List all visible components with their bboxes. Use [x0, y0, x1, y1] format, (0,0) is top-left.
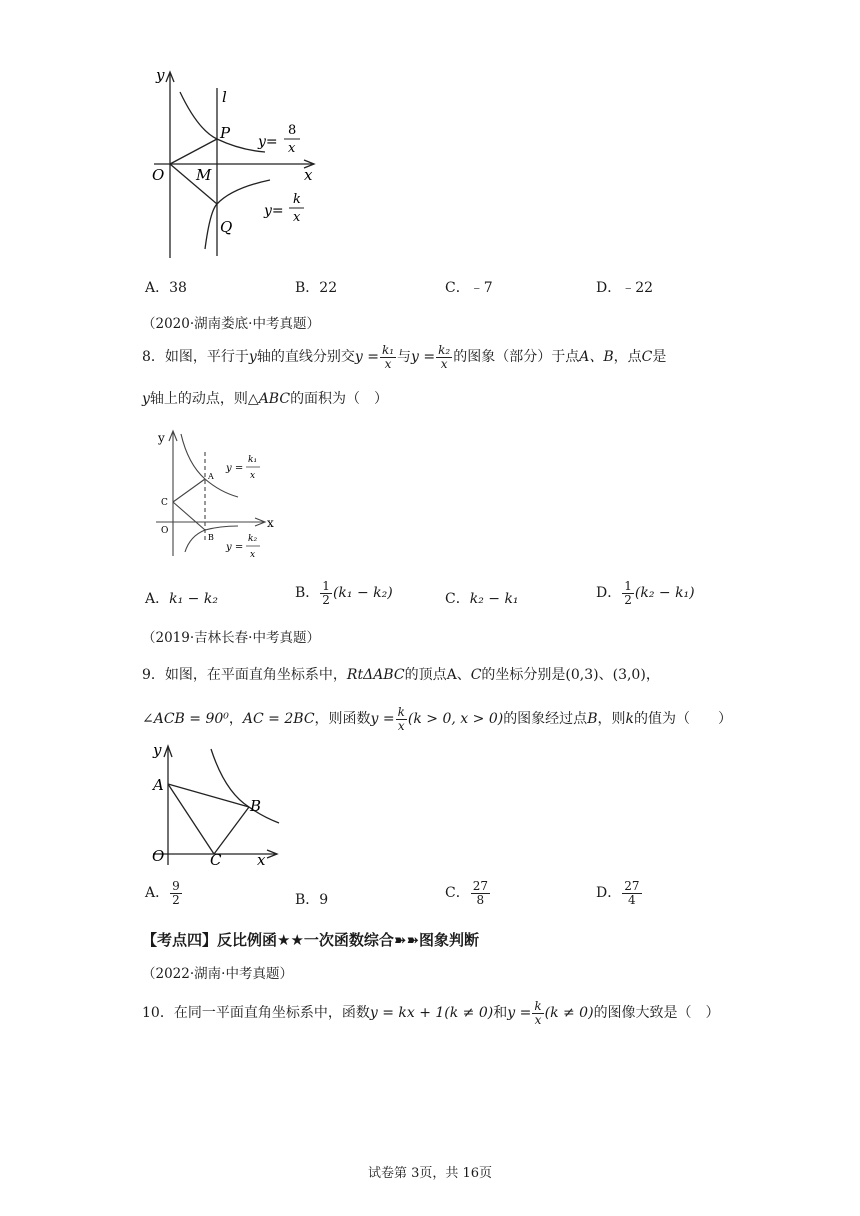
- fig7-eq1-lhs: y=: [258, 134, 278, 150]
- fig8-eq1-den: x: [250, 471, 256, 481]
- q7-option-c: C．﹣7: [445, 280, 493, 296]
- q9-source: （2019·吉林长春·中考真题）: [142, 630, 320, 646]
- q8-option-c: C．k₂ − k₁: [445, 591, 519, 607]
- fig7-l-label: l: [222, 88, 227, 106]
- fig7-y-label: y: [156, 66, 165, 84]
- fig7-q-label: Q: [220, 218, 233, 236]
- fig8-a-label: A: [208, 472, 214, 481]
- q9-option-a: A． $\frac{9}{2}$: [145, 879, 180, 907]
- fig8-x-label: x: [267, 516, 274, 530]
- fig8-eq2-num: k₂: [248, 534, 258, 544]
- q7-option-a: A．38: [145, 280, 187, 296]
- fig8-eq2-lhs: y =: [226, 542, 244, 553]
- fig9-b-label: B: [250, 797, 262, 815]
- fig8-b-label: B: [208, 533, 214, 542]
- fig8-eq1-lhs: y =: [226, 463, 244, 474]
- q10-text: 10．在同一平面直角坐标系中，函数y = kx + 1(k ≠ 0)和y = $\frac{k}{x}$ (k ≠ 0)的图像大致是（ ）: [142, 999, 720, 1027]
- fig7-m-label: M: [196, 166, 212, 184]
- q8-text-line1: 8．如图，平行于y轴的直线分别交y = $\frac{\text{k₁}}{x}$ 与y = $\frac{\text{k₂}}{x}$ 的图象（部分）于点A、B，点C是: [142, 343, 667, 371]
- fig7-eq2-num: k: [293, 192, 301, 207]
- fig7-eq2-den: x: [293, 210, 301, 225]
- q10-source: （2022·湖南·中考真题）: [142, 966, 293, 982]
- fig9-x-label: x: [257, 851, 266, 867]
- fig7-eq2-lhs: y=: [264, 203, 284, 219]
- q8-option-a: A．k₁ − k₂: [145, 591, 218, 607]
- fig7-p-label: P: [220, 124, 231, 142]
- fig9-y-label: y: [153, 741, 162, 759]
- fig7-eq1-num: 8: [288, 123, 297, 138]
- fig9-c-label: C: [210, 851, 222, 867]
- figure-q8: [148, 424, 278, 564]
- fig8-c-label: C: [161, 498, 168, 508]
- section-4-title: 【考点四】反比例函★★一次函数综合➽➽图象判断: [142, 931, 480, 949]
- fig9-a-label: A: [153, 776, 164, 794]
- fig8-y-label: y: [158, 431, 165, 445]
- page-footer: 试卷第 3页，共 16页: [367, 1166, 493, 1181]
- q7-option-d: D．﹣22: [596, 280, 654, 296]
- fig9-o-label: O: [152, 847, 165, 865]
- q9-option-d: D． $\frac{27}{4}$: [596, 879, 640, 907]
- q8-option-b: B． $\frac{1}{2}$ (k₁ − k₂): [295, 579, 393, 607]
- q8-option-d: D． $\frac{1}{2}$ (k₂ − k₁): [596, 579, 695, 607]
- q9-option-b: B．9: [295, 892, 329, 908]
- fig7-eq1-den: x: [288, 141, 296, 156]
- q8-source: （2020·湖南娄底·中考真题）: [142, 316, 320, 332]
- fig7-x-label: x: [304, 166, 313, 184]
- q7-option-b: B．22: [295, 280, 338, 296]
- q9-text-line1: 9．如图，在平面直角坐标系中，RtΔABC的顶点A、C的坐标分别是(0,3)、(3,0)，: [142, 667, 660, 683]
- figure-q9: [145, 737, 290, 867]
- fig8-eq1-num: k₁: [248, 455, 258, 465]
- q9-text-line2: ∠ACB = 90⁰，AC = 2BC，则函数y = $\frac{k}{x}$ (k > 0, x > 0)的图象经过点B，则k的值为（ ）: [142, 705, 732, 733]
- fig8-o-label: O: [161, 526, 169, 536]
- fig8-eq2-den: x: [250, 550, 256, 560]
- q9-option-c: C． $\frac{27}{8}$: [445, 879, 488, 907]
- figure-q7: [140, 66, 330, 266]
- q8-text-line2: y轴上的动点，则△ABC的面积为（ ）: [142, 391, 389, 407]
- fig7-o-label: O: [152, 166, 165, 184]
